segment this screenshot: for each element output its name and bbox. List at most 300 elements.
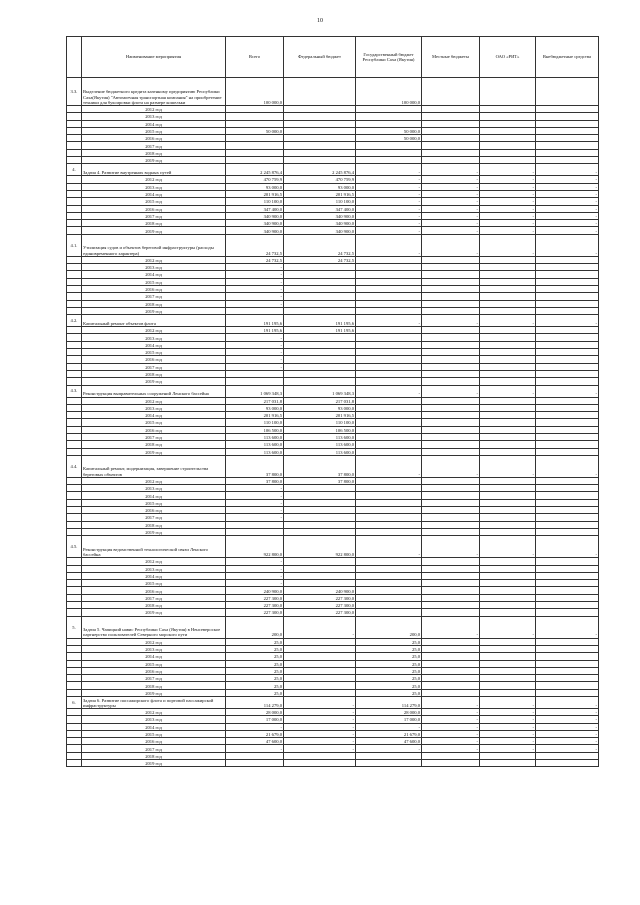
year-label: 2014 год xyxy=(82,190,226,197)
year-value xyxy=(284,293,356,300)
year-value xyxy=(480,760,536,767)
year-value: - xyxy=(422,183,480,190)
section-value: - xyxy=(356,536,422,558)
year-row xyxy=(67,580,599,587)
year-code-cell xyxy=(67,157,82,164)
year-value xyxy=(356,256,422,263)
year-label: 2015 год xyxy=(82,127,226,134)
year-row xyxy=(67,149,599,156)
year-row xyxy=(67,528,599,535)
year-label: 2014 год xyxy=(82,653,226,660)
year-value xyxy=(536,327,599,334)
year-code-cell xyxy=(67,341,82,348)
year-value: 201 916,5 xyxy=(284,190,356,197)
year-value: 347 400,0 xyxy=(226,205,284,212)
year-value: - xyxy=(226,485,284,492)
year-label: 2013 год xyxy=(82,113,226,120)
year-value xyxy=(536,521,599,528)
year-row xyxy=(67,730,599,737)
year-value xyxy=(536,404,599,411)
year-value xyxy=(480,271,536,278)
year-value: - xyxy=(226,363,284,370)
year-value xyxy=(422,492,480,499)
section-value: 24 732,5 xyxy=(226,234,284,256)
year-value: - xyxy=(226,278,284,285)
year-value: - xyxy=(536,730,599,737)
year-value xyxy=(422,499,480,506)
year-code-cell xyxy=(67,587,82,594)
year-code-cell xyxy=(67,730,82,737)
year-row xyxy=(67,334,599,341)
section-row xyxy=(67,315,599,327)
year-value xyxy=(422,572,480,579)
year-value xyxy=(422,419,480,426)
year-value xyxy=(284,264,356,271)
year-value xyxy=(536,349,599,356)
section-value: - xyxy=(536,697,599,709)
year-value: - xyxy=(480,730,536,737)
year-value xyxy=(480,419,536,426)
section-value: - xyxy=(284,697,356,709)
year-code-cell xyxy=(67,397,82,404)
year-value xyxy=(480,492,536,499)
year-label: 2018 год xyxy=(82,220,226,227)
year-value xyxy=(536,285,599,292)
year-row xyxy=(67,106,599,113)
year-value xyxy=(284,307,356,314)
section-code: 4.1. xyxy=(67,234,82,256)
section-value: - xyxy=(422,455,480,477)
year-value xyxy=(536,293,599,300)
year-label: 2013 год xyxy=(82,264,226,271)
year-value xyxy=(480,307,536,314)
year-value: 25,0 xyxy=(226,682,284,689)
year-code-cell xyxy=(67,198,82,205)
year-value xyxy=(284,341,356,348)
year-value xyxy=(480,609,536,616)
year-value xyxy=(536,441,599,448)
year-value: 347 400,0 xyxy=(284,205,356,212)
year-value: 110 100,0 xyxy=(284,198,356,205)
year-value: 340 900,0 xyxy=(284,212,356,219)
year-row xyxy=(67,135,599,142)
year-value xyxy=(422,341,480,348)
year-value xyxy=(422,149,480,156)
year-row xyxy=(67,653,599,660)
section-value: 1 069 348,3 xyxy=(284,385,356,397)
year-value xyxy=(356,341,422,348)
year-label: 2019 год xyxy=(82,689,226,696)
year-value xyxy=(536,106,599,113)
year-value xyxy=(284,485,356,492)
year-label: 2019 год xyxy=(82,760,226,767)
year-row xyxy=(67,293,599,300)
year-value: - xyxy=(422,198,480,205)
year-value xyxy=(480,507,536,514)
year-value xyxy=(480,142,536,149)
year-value xyxy=(226,120,284,127)
section-value: 100 000,0 xyxy=(226,78,284,106)
year-label: 2014 год xyxy=(82,120,226,127)
year-value xyxy=(480,433,536,440)
year-value xyxy=(284,558,356,565)
year-code-cell xyxy=(67,738,82,745)
year-value xyxy=(422,433,480,440)
year-value: - xyxy=(536,723,599,730)
year-row xyxy=(67,572,599,579)
year-value xyxy=(422,580,480,587)
year-value: - xyxy=(422,190,480,197)
year-label: 2018 год xyxy=(82,602,226,609)
year-value: - xyxy=(536,709,599,716)
year-value xyxy=(480,521,536,528)
year-value xyxy=(480,300,536,307)
year-value xyxy=(356,441,422,448)
year-value: - xyxy=(284,738,356,745)
year-value: - xyxy=(356,227,422,234)
year-code-cell xyxy=(67,675,82,682)
year-code-cell xyxy=(67,594,82,601)
year-value xyxy=(480,327,536,334)
year-value: - xyxy=(480,745,536,752)
year-value xyxy=(536,558,599,565)
year-code-cell xyxy=(67,745,82,752)
year-label: 2012 год xyxy=(82,106,226,113)
page-number: 10 xyxy=(317,18,323,24)
year-value xyxy=(422,404,480,411)
year-value xyxy=(480,278,536,285)
section-value: - xyxy=(480,455,536,477)
header-name: Наименование мероприятия xyxy=(82,37,226,78)
year-code-cell xyxy=(67,752,82,759)
year-value xyxy=(480,264,536,271)
year-value xyxy=(284,528,356,535)
year-code-cell xyxy=(67,602,82,609)
year-label: 2019 год xyxy=(82,528,226,535)
year-row xyxy=(67,157,599,164)
year-value xyxy=(480,638,536,645)
year-code-cell xyxy=(67,307,82,314)
year-value: - xyxy=(536,183,599,190)
year-value xyxy=(536,760,599,767)
header-regional: Государственный бюджет Республики Саха (Якутия) xyxy=(356,37,422,78)
year-row xyxy=(67,205,599,212)
year-value: - xyxy=(422,176,480,183)
year-code-cell xyxy=(67,220,82,227)
year-value xyxy=(536,419,599,426)
year-value xyxy=(356,528,422,535)
year-value: - xyxy=(536,220,599,227)
section-name: Задача 6. Развитие пассажирского флота и портовой пассажирской инфраструктуры xyxy=(82,697,226,709)
year-value xyxy=(226,142,284,149)
year-code-cell xyxy=(67,760,82,767)
year-value: 21 679,0 xyxy=(226,730,284,737)
year-value xyxy=(284,135,356,142)
year-value: - xyxy=(480,190,536,197)
section-value: - xyxy=(480,536,536,558)
section-value: - xyxy=(422,315,480,327)
section-row xyxy=(67,455,599,477)
section-value: 37 800,0 xyxy=(226,455,284,477)
year-value: 25,0 xyxy=(226,638,284,645)
year-value: 25,0 xyxy=(226,667,284,674)
year-value xyxy=(536,397,599,404)
year-label: 2018 год xyxy=(82,370,226,377)
year-code-cell xyxy=(67,334,82,341)
year-value xyxy=(356,113,422,120)
section-value: - xyxy=(422,385,480,397)
section-name: Утилизация судов и объектов береговой инфраструктуры (расходы единовременного характера) xyxy=(82,234,226,256)
year-value: 110 100,0 xyxy=(284,419,356,426)
year-row xyxy=(67,667,599,674)
section-row xyxy=(67,697,599,709)
year-value: 110 100,0 xyxy=(226,419,284,426)
year-label: 2013 год xyxy=(82,716,226,723)
year-label: 2012 год xyxy=(82,256,226,263)
year-value xyxy=(356,580,422,587)
year-code-cell xyxy=(67,176,82,183)
year-row xyxy=(67,113,599,120)
year-value: 217 031,8 xyxy=(284,397,356,404)
section-value: 200,0 xyxy=(356,616,422,638)
year-value: 25,0 xyxy=(226,645,284,652)
section-row xyxy=(67,536,599,558)
year-code-cell xyxy=(67,127,82,134)
section-name: Капитальный ремонт объектов флота xyxy=(82,315,226,327)
year-code-cell xyxy=(67,404,82,411)
year-value xyxy=(422,609,480,616)
section-value: 1 069 348,3 xyxy=(226,385,284,397)
year-label: 2017 год xyxy=(82,363,226,370)
year-value: - xyxy=(480,227,536,234)
year-code-cell xyxy=(67,638,82,645)
year-value: 110 100,0 xyxy=(226,198,284,205)
year-label: 2015 год xyxy=(82,499,226,506)
year-value: - xyxy=(356,745,422,752)
year-code-cell xyxy=(67,212,82,219)
section-value: 191 195,6 xyxy=(284,315,356,327)
year-value: - xyxy=(480,220,536,227)
year-value xyxy=(226,528,284,535)
year-code-cell xyxy=(67,660,82,667)
year-code-cell xyxy=(67,378,82,385)
year-value: 201 916,5 xyxy=(226,412,284,419)
section-row xyxy=(67,385,599,397)
year-value xyxy=(356,492,422,499)
section-code: 4.4. xyxy=(67,455,82,477)
year-row xyxy=(67,363,599,370)
year-value xyxy=(356,404,422,411)
section-name: Реконструкция ведомственной технологической связи Ленского бассейна xyxy=(82,536,226,558)
year-label: 2014 год xyxy=(82,572,226,579)
year-value xyxy=(536,378,599,385)
year-label: 2015 год xyxy=(82,198,226,205)
year-value: 25,0 xyxy=(356,660,422,667)
year-value: - xyxy=(480,709,536,716)
year-value xyxy=(480,565,536,572)
year-code-cell xyxy=(67,327,82,334)
year-value xyxy=(284,675,356,682)
year-value xyxy=(284,271,356,278)
year-value: - xyxy=(226,572,284,579)
section-name: Задача 5. Чапицкий навис Республики Саха (Якутия) в Ненсевероское партнерство пользователей Северного морского пути xyxy=(82,616,226,638)
year-value: - xyxy=(536,205,599,212)
section-value: 2 245 876,4 xyxy=(226,164,284,176)
year-value xyxy=(422,356,480,363)
year-value xyxy=(480,572,536,579)
year-value xyxy=(536,278,599,285)
year-code-cell xyxy=(67,227,82,234)
year-value: 227 300,0 xyxy=(284,602,356,609)
year-value: - xyxy=(226,356,284,363)
year-value xyxy=(356,499,422,506)
section-value: 114 279,0 xyxy=(226,697,284,709)
year-value: 227 300,0 xyxy=(226,602,284,609)
year-code-cell xyxy=(67,183,82,190)
year-value xyxy=(284,127,356,134)
year-code-cell xyxy=(67,723,82,730)
year-row xyxy=(67,477,599,484)
year-label: 2019 год xyxy=(82,448,226,455)
year-value xyxy=(226,370,284,377)
year-value xyxy=(536,653,599,660)
year-value xyxy=(536,135,599,142)
year-value xyxy=(356,378,422,385)
year-value xyxy=(356,433,422,440)
year-value xyxy=(422,300,480,307)
year-label: 2015 год xyxy=(82,730,226,737)
year-value: - xyxy=(422,220,480,227)
year-value xyxy=(422,689,480,696)
year-value xyxy=(356,507,422,514)
year-value: - xyxy=(480,198,536,205)
year-value xyxy=(422,106,480,113)
section-value: - xyxy=(356,315,422,327)
year-value xyxy=(226,157,284,164)
year-value xyxy=(536,113,599,120)
year-row xyxy=(67,341,599,348)
year-code-cell xyxy=(67,682,82,689)
section-value xyxy=(480,78,536,106)
year-label: 2012 год xyxy=(82,327,226,334)
year-row xyxy=(67,176,599,183)
year-value xyxy=(536,157,599,164)
year-value xyxy=(536,752,599,759)
year-value: - xyxy=(480,212,536,219)
year-value: - xyxy=(226,514,284,521)
year-value: 240 900,0 xyxy=(226,587,284,594)
year-value: - xyxy=(480,183,536,190)
year-value xyxy=(422,653,480,660)
section-value: - xyxy=(536,164,599,176)
year-value xyxy=(480,397,536,404)
year-code-cell xyxy=(67,120,82,127)
year-row xyxy=(67,397,599,404)
year-value: - xyxy=(284,709,356,716)
year-row xyxy=(67,723,599,730)
year-code-cell xyxy=(67,499,82,506)
year-value xyxy=(480,485,536,492)
year-value: 25,0 xyxy=(356,675,422,682)
year-label: 2013 год xyxy=(82,645,226,652)
year-code-cell xyxy=(67,356,82,363)
year-value xyxy=(422,327,480,334)
section-name: Капитальный ремонт, модернизация, завершение строительства береговых объектов xyxy=(82,455,226,477)
year-row xyxy=(67,507,599,514)
section-code: 5. xyxy=(67,616,82,638)
year-label: 2015 год xyxy=(82,580,226,587)
year-value xyxy=(480,349,536,356)
year-value xyxy=(422,256,480,263)
year-row xyxy=(67,609,599,616)
year-value: 24 732,5 xyxy=(284,256,356,263)
year-code-cell xyxy=(67,485,82,492)
year-value: - xyxy=(226,334,284,341)
year-value xyxy=(536,341,599,348)
year-row xyxy=(67,514,599,521)
year-row xyxy=(67,499,599,506)
year-value: 25,0 xyxy=(226,675,284,682)
year-label: 2014 год xyxy=(82,492,226,499)
year-value: 93 000,0 xyxy=(226,183,284,190)
year-value xyxy=(480,660,536,667)
year-label: 2019 год xyxy=(82,227,226,234)
year-code-cell xyxy=(67,521,82,528)
year-label: 2017 год xyxy=(82,433,226,440)
section-value: - xyxy=(536,455,599,477)
year-label: 2016 год xyxy=(82,356,226,363)
year-value xyxy=(356,587,422,594)
year-value xyxy=(284,157,356,164)
year-value: - xyxy=(226,271,284,278)
year-value xyxy=(536,300,599,307)
year-value xyxy=(356,120,422,127)
year-label: 2019 год xyxy=(82,307,226,314)
year-value: 25,0 xyxy=(356,689,422,696)
year-value xyxy=(284,667,356,674)
year-value xyxy=(422,307,480,314)
year-value xyxy=(480,675,536,682)
year-value xyxy=(356,149,422,156)
year-row xyxy=(67,594,599,601)
year-value: 340 900,0 xyxy=(226,212,284,219)
year-code-cell xyxy=(67,190,82,197)
year-value xyxy=(422,675,480,682)
year-label: 2012 год xyxy=(82,176,226,183)
year-value xyxy=(536,528,599,535)
year-row xyxy=(67,716,599,723)
year-value xyxy=(356,334,422,341)
year-code-cell xyxy=(67,580,82,587)
section-value: - xyxy=(480,385,536,397)
section-value: - xyxy=(480,315,536,327)
section-value: 922 800,0 xyxy=(226,536,284,558)
year-value xyxy=(226,752,284,759)
year-value xyxy=(356,307,422,314)
year-value xyxy=(284,507,356,514)
year-value xyxy=(356,760,422,767)
section-value: - xyxy=(480,697,536,709)
year-value xyxy=(536,675,599,682)
year-value xyxy=(422,448,480,455)
year-code-cell xyxy=(67,645,82,652)
section-row xyxy=(67,78,599,106)
section-value: 200,0 xyxy=(226,616,284,638)
year-value xyxy=(536,565,599,572)
year-value: 17 000,0 xyxy=(226,716,284,723)
year-value xyxy=(356,397,422,404)
year-value xyxy=(536,264,599,271)
